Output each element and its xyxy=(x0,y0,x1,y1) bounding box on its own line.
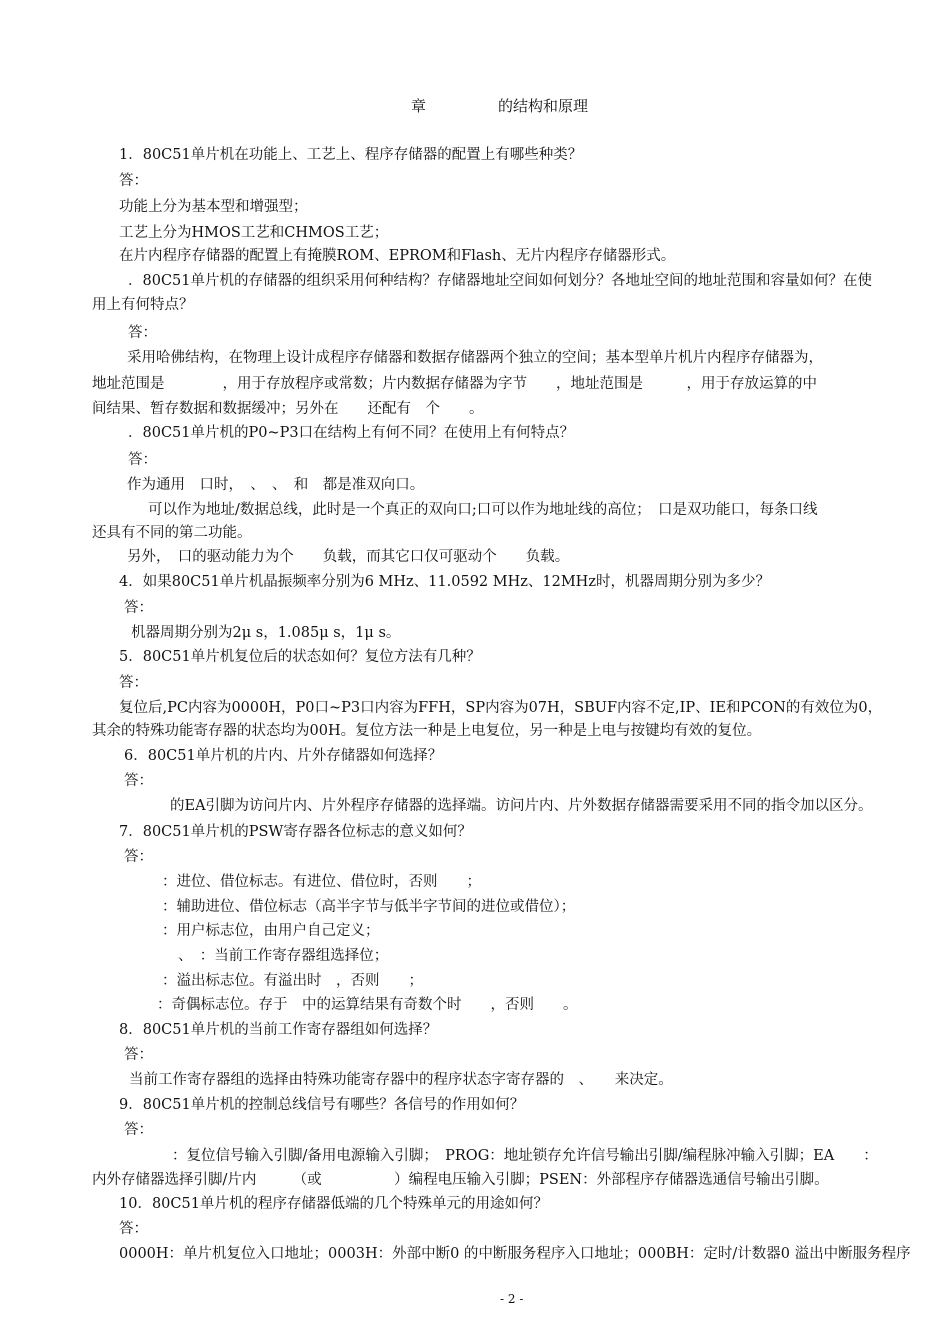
answer-text: 当前工作寄存器组的选择由特殊功能寄存器中的程序状态字寄存器的 、 来决定。 xyxy=(129,1072,673,1088)
answer-text: 内外存储器选择引脚/片内 （或 ）编程电压输入引脚；PSEN：外部程序存储器选通信号输出引脚。 xyxy=(92,1172,829,1188)
answer-text: 在片内程序存储器的配置上有掩膜ROM、EPROM和Flash、无片内程序存储器形式。 xyxy=(119,248,676,264)
page-title-right: 的结构和原理 xyxy=(498,97,589,115)
answer-text: 复位后,PC内容为0000H，P0口~P3口内容为FFH，SP内容为07H，SBUF内容不定,IP、IE和PCON的有效位为0， xyxy=(119,700,883,716)
answer-text: 机器周期分别为2μ s，1.085μ s，1μ s。 xyxy=(131,625,401,641)
question-8: 8．80C51单片机的当前工作寄存器组如何选择？ xyxy=(119,1022,438,1038)
question-2: ．80C51单片机的存储器的组织采用何种结构？存储器地址空间如何划分？各地址空间的地址范围和容量如何？在使 xyxy=(128,273,872,289)
answer-label: 答： xyxy=(119,173,148,189)
answer-text: ：溢出标志位。有溢出时 ，否则 ； xyxy=(162,973,423,989)
answer-label: 答： xyxy=(128,452,157,468)
question-9: 9．80C51单片机的控制总线信号有哪些？各信号的作用如何？ xyxy=(119,1097,525,1113)
answer-text: ：用户标志位，由用户自己定义； xyxy=(162,923,380,939)
answer-text: 地址范围是 ，用于存放程序或常数；片内数据存储器为字节 ，地址范围是 ，用于存放运算的中 xyxy=(92,376,817,392)
answer-text: ：复位信号输入引脚/备用电源输入引脚； PROG：地址锁存允许信号输出引脚/编程脉冲输入引脚；EA ： xyxy=(172,1148,878,1164)
answer-text: 作为通用 口时， 、 、 和 都是准双向口。 xyxy=(127,477,425,493)
answer-text: 可以作为地址/数据总线，此时是一个真正的双向口;口可以作为地址线的高位； 口是双功能口，每条口线 xyxy=(148,502,818,518)
answer-label: 答： xyxy=(124,773,153,789)
page-title-left: 章 xyxy=(411,97,427,115)
answer-text: 0000H：单片机复位入口地址；0003H：外部中断0 的中断服务程序入口地址；000BH：定时/计数器0 溢出中断服务程序 xyxy=(119,1246,911,1262)
answer-label: 答： xyxy=(119,675,148,691)
answer-text: ：辅助进位、借位标志（高半字节与低半字节间的进位或借位）； xyxy=(162,899,576,915)
question-6: 6．80C51单片机的片内、片外存储器如何选择？ xyxy=(124,748,443,764)
question-4: 4．如果80C51单片机晶振频率分别为6 MHz、11.0592 MHz、12MHz时，机器周期分别为多少？ xyxy=(119,574,770,590)
answer-text: 采用哈佛结构，在物理上设计成程序存储器和数据存储器两个独立的空间；基本型单片机片内程序存储器为， xyxy=(127,350,823,366)
answer-text: 间结果、暂存数据和数据缓冲；另外在 还配有 个 。 xyxy=(92,401,484,417)
answer-text: ：奇偶标志位。存于 中的运算结果有奇数个时 ，否则 。 xyxy=(157,997,578,1013)
question-10: 10．80C51单片机的程序存储器低端的几个特殊单元的用途如何？ xyxy=(119,1196,548,1212)
answer-text: 工艺上分为HMOS工艺和CHMOS工艺； xyxy=(119,225,389,241)
answer-label: 答： xyxy=(124,1047,153,1063)
answer-text: 还具有不同的第二功能。 xyxy=(92,525,252,541)
answer-text: 的EA引脚为访问片内、片外程序存储器的选择端。访问片内、片外数据存储器需要采用不同的指令加以区分。 xyxy=(170,798,873,814)
answer-text: 、 ：当前工作寄存器组选择位； xyxy=(178,948,389,964)
question-1: 1．80C51单片机在功能上、工艺上、程序存储器的配置上有哪些种类？ xyxy=(119,147,583,163)
answer-text: 其余的特殊功能寄存器的状态均为00H。复位方法一种是上电复位，另一种是上电与按键均有效的复位。 xyxy=(92,723,762,739)
question-7: 7．80C51单片机的PSW寄存器各位标志的意义如何？ xyxy=(119,824,472,840)
answer-label: 答： xyxy=(124,1122,153,1138)
answer-text: ：进位、借位标志。有进位、借位时，否则 ； xyxy=(162,874,481,890)
answer-text: 功能上分为基本型和增强型； xyxy=(119,199,308,215)
question-2-cont: 用上有何特点？ xyxy=(92,297,194,313)
question-3: ．80C51单片机的P0~P3口在结构上有何不同？在使用上有何特点？ xyxy=(128,425,575,441)
answer-text: 另外， 口的驱动能力为个 负载，而其它口仅可驱动个 负载。 xyxy=(127,549,570,565)
answer-label: 答： xyxy=(128,325,157,341)
page-number: - 2 - xyxy=(500,1292,524,1306)
question-5: 5．80C51单片机复位后的状态如何？复位方法有几种？ xyxy=(119,649,481,665)
answer-label: 答： xyxy=(124,849,153,865)
answer-label: 答： xyxy=(119,1221,148,1237)
answer-label: 答： xyxy=(124,600,153,616)
